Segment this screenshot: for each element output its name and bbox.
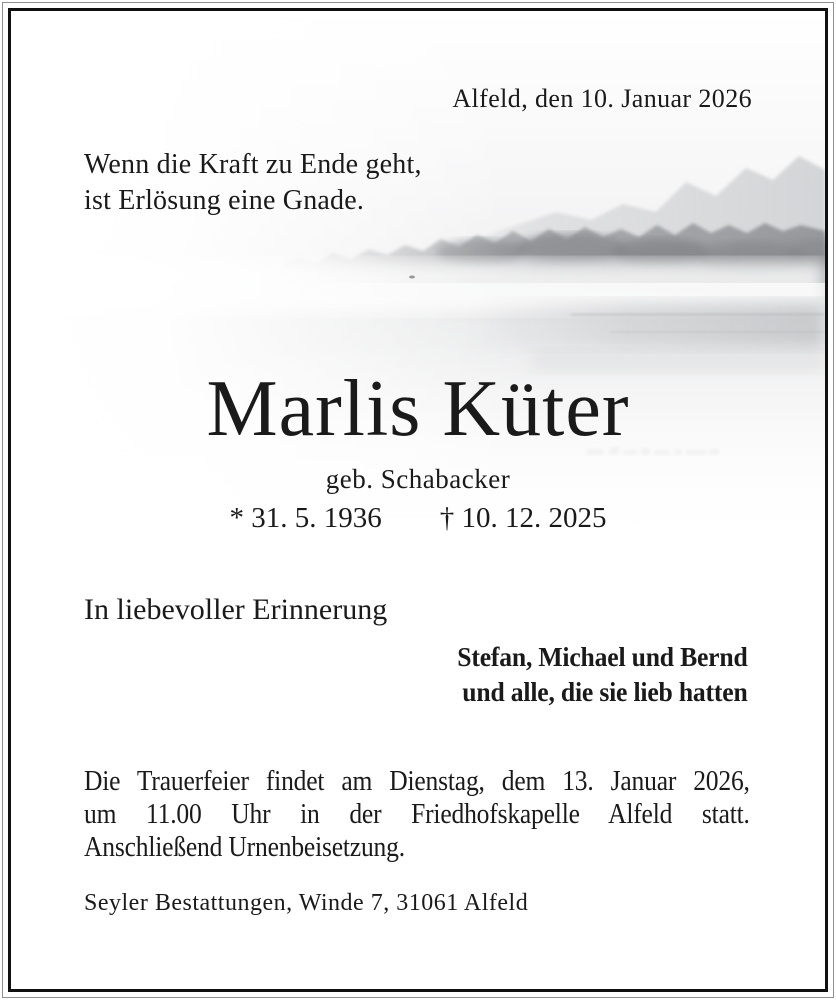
funeral-line-3: Anschließend Urnenbeisetzung.	[84, 832, 405, 863]
dateline: Alfeld, den 10. Januar 2026	[452, 84, 752, 113]
remembrance-intro: In liebevoller Erinnerung	[84, 593, 388, 626]
epigraph-line-1: Wenn die Kraft zu Ende geht,	[84, 149, 422, 180]
birth-date: * 31. 5. 1936	[229, 502, 382, 534]
mourners	[458, 640, 748, 710]
funeral-details	[84, 765, 750, 864]
deceased-name: Marlis Küter	[206, 365, 630, 453]
epigraph-line-2: ist Erlösung eine Gnade.	[84, 185, 365, 216]
funeral-line-2: um 11.00 Uhr in der Friedhofskapelle Alfeld statt.	[84, 799, 750, 830]
life-dates	[0, 502, 836, 535]
funeral-line-1: Die Trauerfeier findet am Dienstag, dem 13. Januar 2026,	[84, 766, 750, 797]
mourners-line-1: Stefan, Michael und Bernd	[457, 642, 748, 672]
death-date: † 10. 12. 2025	[439, 502, 607, 534]
mourners-line-2: und alle, die sie lieb hatten	[462, 677, 748, 707]
funeral-home-address: Seyler Bestattungen, Winde 7, 31061 Alfeld	[84, 890, 529, 916]
epigraph	[84, 147, 422, 219]
maiden-name: geb. Schabacker	[325, 464, 511, 494]
